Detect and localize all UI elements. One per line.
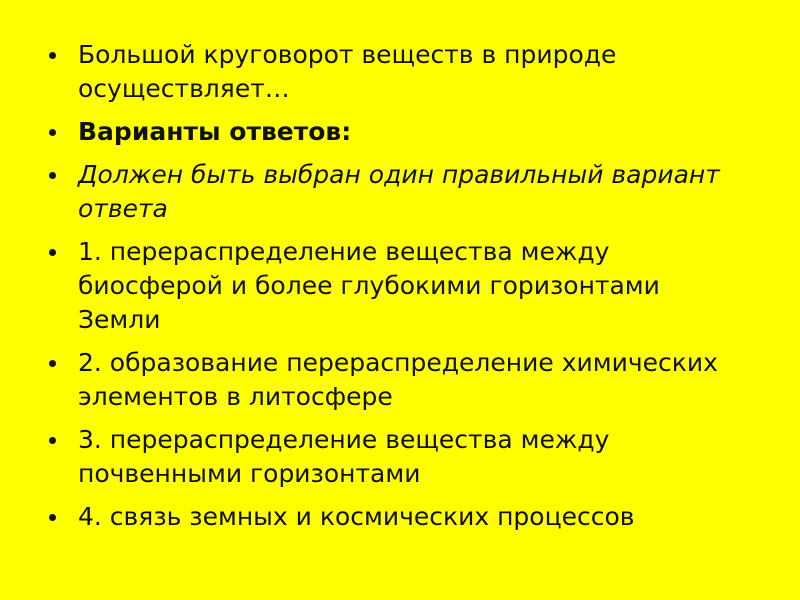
answer-option-3[interactable] — [46, 423, 746, 491]
instruction-label: Должен быть выбран один правильный вариант ответа — [78, 160, 720, 223]
bullet-dot-icon — [49, 172, 56, 179]
question-label: Большой круговорот веществ в природе осуществляет… — [78, 40, 617, 103]
bullet-dot-icon — [49, 360, 56, 367]
bullet-list — [46, 38, 746, 543]
answer-option-label: 1. перераспределение вещества между биосферой и более глубокими горизонтами Земли — [78, 237, 660, 334]
answer-option-2[interactable] — [46, 346, 746, 414]
bullet-dot-icon — [49, 129, 56, 136]
bullet-dot-icon — [49, 514, 56, 521]
bullet-dot-icon — [49, 437, 56, 444]
instruction-text — [46, 158, 746, 226]
answer-option-label: 3. перераспределение вещества между почвенными горизонтами — [78, 425, 610, 488]
bullet-dot-icon — [49, 249, 56, 256]
answers-heading — [46, 115, 746, 149]
answers-heading-label: Варианты ответов: — [78, 117, 352, 146]
answer-option-label: 2. образование перераспределение химических элементов в литосфере — [78, 348, 718, 411]
answer-option-label: 4. связь земных и космических процессов — [78, 502, 635, 531]
bullet-dot-icon — [49, 52, 56, 59]
question-text — [46, 38, 746, 106]
answer-option-4[interactable] — [46, 500, 746, 534]
answer-option-1[interactable] — [46, 235, 746, 337]
